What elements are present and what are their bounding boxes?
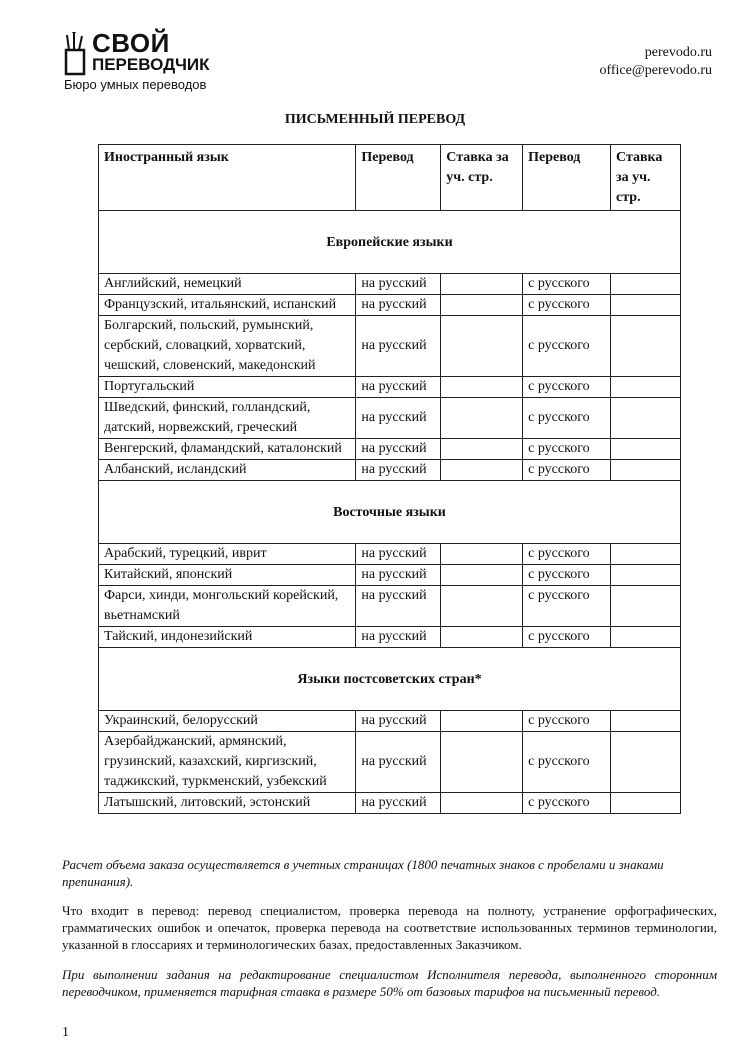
cell-direction-from: с русского xyxy=(523,565,611,586)
cell-direction-from: с русского xyxy=(523,295,611,316)
header-rate-to: Ставка за уч. стр. xyxy=(441,145,523,211)
cell-rate-to xyxy=(441,377,523,398)
cell-rate-from xyxy=(611,460,681,481)
cell-rate-to xyxy=(441,460,523,481)
table-header-row xyxy=(99,145,681,211)
table-row xyxy=(99,544,681,565)
cell-direction-to: на русский xyxy=(356,398,441,439)
cell-direction-to: на русский xyxy=(356,274,441,295)
cell-rate-to xyxy=(441,627,523,648)
cell-rate-from xyxy=(611,586,681,627)
cell-languages: Тайский, индонезийский xyxy=(99,627,356,648)
header-direction-from: Перевод xyxy=(523,145,611,211)
cell-rate-from xyxy=(611,377,681,398)
table-row xyxy=(99,627,681,648)
cell-languages: Украинский, белорусский xyxy=(99,711,356,732)
company-logo xyxy=(62,30,232,92)
pencil-cup-icon xyxy=(62,32,90,76)
note-editing-text: При выполнении задания на редактирование специалистом Исполнителя перевода, выполненного сторонним переводчиком, применяется тарифная ставка в размере 50% от базовых тарифов на письменный перевод. xyxy=(62,967,717,999)
cell-languages: Шведский, финский, голландский, датский, норвежский, греческий xyxy=(99,398,356,439)
page-title: ПИСЬМЕННЫЙ ПЕРЕВОД xyxy=(284,112,466,127)
cell-direction-from: с русского xyxy=(523,398,611,439)
cell-direction-to: на русский xyxy=(356,711,441,732)
table-row xyxy=(99,711,681,732)
cell-direction-from: с русского xyxy=(523,711,611,732)
cell-languages: Арабский, турецкий, иврит xyxy=(99,544,356,565)
table-row xyxy=(99,377,681,398)
cell-rate-from xyxy=(611,316,681,377)
cell-direction-from: с русского xyxy=(523,544,611,565)
cell-rate-to xyxy=(441,316,523,377)
cell-direction-to: на русский xyxy=(356,565,441,586)
cell-direction-to: на русский xyxy=(356,460,441,481)
cell-rate-from xyxy=(611,274,681,295)
cell-languages: Фарси, хинди, монгольский корейский, вьетнамский xyxy=(99,586,356,627)
table-row xyxy=(99,565,681,586)
cell-rate-to xyxy=(441,398,523,439)
cell-rate-to xyxy=(441,544,523,565)
cell-rate-from xyxy=(611,544,681,565)
section-row xyxy=(99,211,681,274)
cell-rate-to xyxy=(441,586,523,627)
cell-direction-from: с русского xyxy=(523,316,611,377)
cell-direction-to: на русский xyxy=(356,544,441,565)
section-title: Восточные языки xyxy=(99,481,681,544)
cell-direction-from: с русского xyxy=(523,274,611,295)
cell-rate-to xyxy=(441,295,523,316)
logo-brand-line2: ПЕРЕВОДЧИК xyxy=(92,55,210,74)
cell-rate-from xyxy=(611,732,681,793)
cell-direction-from: с русского xyxy=(523,439,611,460)
cell-languages: Болгарский, польский, румынский, сербский, словацкий, хорватский, чешский, словенский, македонский xyxy=(99,316,356,377)
cell-rate-from xyxy=(611,295,681,316)
rates-table xyxy=(98,144,681,814)
cell-direction-to: на русский xyxy=(356,732,441,793)
cell-languages: Албанский, исландский xyxy=(99,460,356,481)
cell-direction-to: на русский xyxy=(356,793,441,814)
header-direction-to: Перевод xyxy=(356,145,441,211)
note-editing xyxy=(62,966,717,1000)
cell-languages: Португальский xyxy=(99,377,356,398)
cell-languages: Английский, немецкий xyxy=(99,274,356,295)
cell-direction-from: с русского xyxy=(523,793,611,814)
logo-brand-line1: СВОЙ xyxy=(92,28,170,58)
table-row xyxy=(99,732,681,793)
table-row xyxy=(99,586,681,627)
cell-direction-to: на русский xyxy=(356,627,441,648)
cell-rate-to xyxy=(441,793,523,814)
cell-rate-from xyxy=(611,398,681,439)
cell-direction-from: с русского xyxy=(523,586,611,627)
cell-direction-to: на русский xyxy=(356,377,441,398)
cell-languages: Китайский, японский xyxy=(99,565,356,586)
cell-direction-from: с русского xyxy=(523,460,611,481)
table-row xyxy=(99,460,681,481)
cell-languages: Венгерский, фламандский, каталонский xyxy=(99,439,356,460)
note-includes-text: Что входит в перевод: перевод специалистом, проверка перевода на полноту, устранение орфографических, грамматических ошибок и опечаток, проверка перевода на соответствие использованных терминов терминологии, указанной в глоссариях и терминологических базах, предоставленных Заказчиком. xyxy=(62,903,717,952)
table-row xyxy=(99,295,681,316)
cell-rate-to xyxy=(441,565,523,586)
section-title: Европейские языки xyxy=(99,211,681,274)
section-row xyxy=(99,481,681,544)
cell-rate-from xyxy=(611,439,681,460)
note-includes xyxy=(62,902,717,953)
email-link[interactable]: office@perevodo.ru xyxy=(599,63,712,78)
cell-direction-to: на русский xyxy=(356,316,441,377)
cell-languages: Французский, итальянский, испанский xyxy=(99,295,356,316)
table-row xyxy=(99,274,681,295)
section-row xyxy=(99,648,681,711)
cell-rate-to xyxy=(441,439,523,460)
rates-table-body xyxy=(99,211,681,814)
cell-direction-from: с русского xyxy=(523,377,611,398)
table-row xyxy=(99,398,681,439)
cell-rate-to xyxy=(441,711,523,732)
cell-languages: Азербайджанский, армянский, грузинский, казахский, киргизский, таджикский, туркменский, узбекский xyxy=(99,732,356,793)
cell-direction-to: на русский xyxy=(356,295,441,316)
table-row xyxy=(99,793,681,814)
cell-direction-to: на русский xyxy=(356,586,441,627)
cell-rate-from xyxy=(611,627,681,648)
cell-direction-from: с русского xyxy=(523,732,611,793)
contact-block xyxy=(599,44,712,80)
cell-direction-from: с русского xyxy=(523,627,611,648)
cell-rate-from xyxy=(611,565,681,586)
cell-direction-to: на русский xyxy=(356,439,441,460)
website-link[interactable]: perevodo.ru xyxy=(644,45,712,60)
table-row xyxy=(99,316,681,377)
header-rate-from: Ставка за уч. стр. xyxy=(611,145,681,211)
cell-rate-from xyxy=(611,793,681,814)
cell-rate-to xyxy=(441,274,523,295)
section-title: Языки постсоветских стран* xyxy=(99,648,681,711)
note-volume xyxy=(62,856,717,890)
logo-tagline: Бюро умных переводов xyxy=(64,77,207,92)
cell-rate-to xyxy=(441,732,523,793)
header-language: Иностранный язык xyxy=(99,145,356,211)
cell-rate-from xyxy=(611,711,681,732)
page-number: 1 xyxy=(62,1025,69,1040)
table-row xyxy=(99,439,681,460)
note-volume-text: Расчет объема заказа осуществляется в учетных страницах (1800 печатных знаков с пробелами и знаками препинания). xyxy=(62,857,664,889)
cell-languages: Латышский, литовский, эстонский xyxy=(99,793,356,814)
